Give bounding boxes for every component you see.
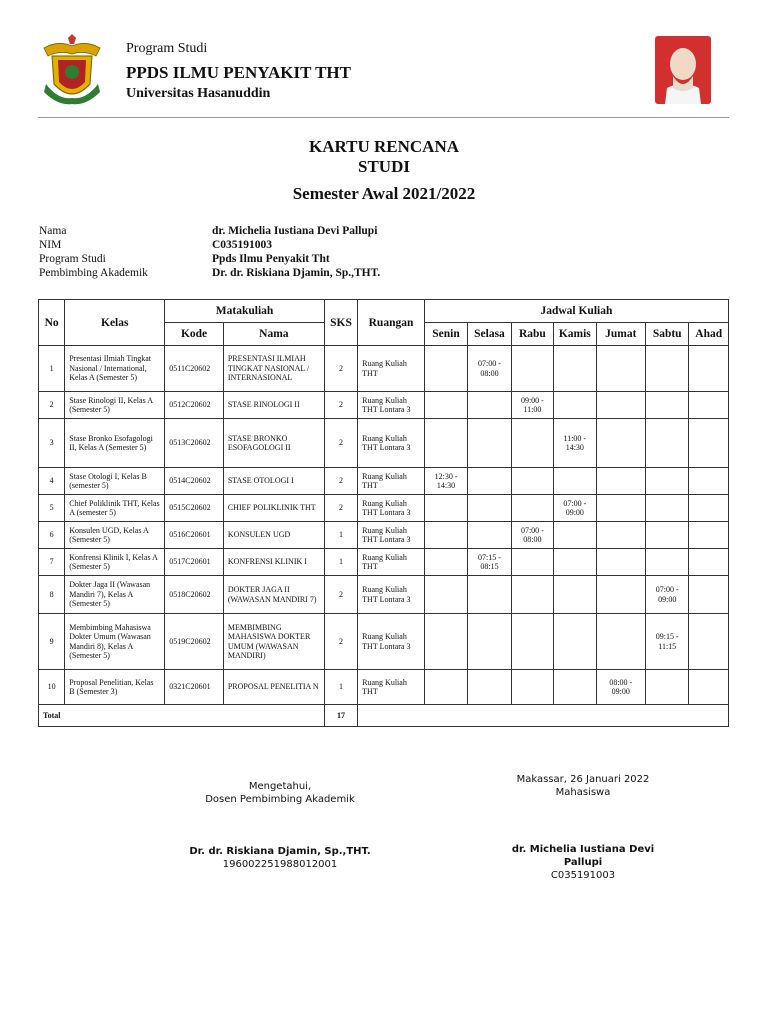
row-kode: 0517C20601 bbox=[165, 549, 224, 576]
schedule-empty bbox=[646, 522, 689, 549]
schedule-empty bbox=[596, 392, 645, 419]
header-kode: Kode bbox=[165, 323, 224, 346]
schedule-empty bbox=[554, 522, 596, 549]
schedule-empty bbox=[689, 576, 729, 614]
row-kelas: Stase Bronko Esofagologi II, Kelas A (Semester 5) bbox=[65, 419, 165, 468]
schedule-empty bbox=[596, 495, 645, 522]
row-kelas: Stase Rinologi II, Kelas A (Semester 5) bbox=[65, 392, 165, 419]
info-label: Program Studi bbox=[39, 253, 106, 265]
schedule-empty bbox=[554, 392, 596, 419]
row-ruangan: Ruang Kuliah THT Lontara 3 bbox=[358, 392, 425, 419]
total-row bbox=[39, 705, 729, 727]
header-day: Selasa bbox=[468, 323, 511, 346]
schedule-empty bbox=[424, 346, 467, 392]
row-ruangan: Ruang Kuliah THT Lontara 3 bbox=[358, 576, 425, 614]
header-day: Sabtu bbox=[646, 323, 689, 346]
study-plan-table bbox=[38, 299, 729, 727]
schedule-time: 09:15 - 11:15 bbox=[646, 614, 689, 670]
row-ruangan: Ruang Kuliah THT bbox=[358, 468, 425, 495]
semester-title: Semester Awal 2021/2022 bbox=[292, 184, 476, 203]
row-no: 4 bbox=[39, 468, 65, 495]
row-sks: 2 bbox=[324, 346, 357, 392]
row-sks: 1 bbox=[324, 670, 357, 705]
student-photo bbox=[655, 36, 711, 104]
row-kelas: Membimbing Mahasiswa Dokter Umum (Wawasan Mandiri 8), Kelas A (Semester 5) bbox=[65, 614, 165, 670]
schedule-empty bbox=[689, 549, 729, 576]
row-nama: PRESENTASI ILMIAH TINGKAT NASIONAL / INTERNASIONAL bbox=[223, 346, 324, 392]
sig-name: Dr. dr. Riskiana Djamin, Sp.,THT. bbox=[189, 846, 371, 857]
row-no: 9 bbox=[39, 614, 65, 670]
row-kode: 0512C20602 bbox=[165, 392, 224, 419]
row-sks: 2 bbox=[324, 495, 357, 522]
row-nama: CHIEF POLIKLINIK THT bbox=[223, 495, 324, 522]
header-day: Kamis bbox=[554, 323, 596, 346]
row-kelas: Chief Poliklinik THT, Kelas A (semester 5) bbox=[65, 495, 165, 522]
info-value: Dr. dr. Riskiana Djamin, Sp.,THT. bbox=[212, 267, 381, 279]
document-title-line2: STUDI bbox=[358, 157, 410, 176]
schedule-empty bbox=[554, 346, 596, 392]
schedule-time: 07:00 - 08:00 bbox=[511, 522, 553, 549]
row-kelas: Konsulen UGD, Kelas A (Semester 5) bbox=[65, 522, 165, 549]
schedule-empty bbox=[511, 346, 553, 392]
schedule-empty bbox=[424, 549, 467, 576]
schedule-empty bbox=[424, 419, 467, 468]
row-ruangan: Ruang Kuliah THT Lontara 3 bbox=[358, 522, 425, 549]
row-sks: 2 bbox=[324, 614, 357, 670]
sig-line1: Makassar, 26 Januari 2022 bbox=[516, 774, 650, 785]
info-label: Pembimbing Akademik bbox=[39, 267, 148, 279]
header-day: Rabu bbox=[511, 323, 553, 346]
schedule-time: 07:00 - 09:00 bbox=[646, 576, 689, 614]
schedule-empty bbox=[689, 392, 729, 419]
schedule-empty bbox=[468, 614, 511, 670]
schedule-empty bbox=[424, 614, 467, 670]
row-kode: 0518C20602 bbox=[165, 576, 224, 614]
schedule-empty bbox=[689, 346, 729, 392]
schedule-empty bbox=[554, 576, 596, 614]
schedule-empty bbox=[646, 670, 689, 705]
row-kode: 0515C20602 bbox=[165, 495, 224, 522]
total-label: Total bbox=[39, 705, 325, 727]
sig-id: C035191003 bbox=[550, 870, 616, 881]
row-nama: DOKTER JAGA II (WAWASAN MANDIRI 7) bbox=[223, 576, 324, 614]
row-sks: 1 bbox=[324, 522, 357, 549]
schedule-empty bbox=[596, 576, 645, 614]
row-nama: KONFRENSI KLINIK I bbox=[223, 549, 324, 576]
row-nama: STASE BRONKO ESOFAGOLOGI II bbox=[223, 419, 324, 468]
schedule-empty bbox=[646, 346, 689, 392]
row-sks: 1 bbox=[324, 549, 357, 576]
schedule-empty bbox=[689, 670, 729, 705]
info-value: Ppds Ilmu Penyakit Tht bbox=[212, 253, 330, 265]
schedule-empty bbox=[468, 576, 511, 614]
header-day: Jumat bbox=[596, 323, 645, 346]
schedule-time: 07:15 - 08:15 bbox=[468, 549, 511, 576]
info-row-advisor bbox=[39, 266, 380, 280]
total-empty bbox=[358, 705, 729, 727]
schedule-empty bbox=[689, 495, 729, 522]
schedule-empty bbox=[511, 614, 553, 670]
row-ruangan: Ruang Kuliah THT bbox=[358, 549, 425, 576]
row-kelas: Dokter Jaga II (Wawasan Mandiri 7), Kelas A (Semester 5) bbox=[65, 576, 165, 614]
total-sks: 17 bbox=[324, 705, 357, 727]
schedule-empty bbox=[689, 614, 729, 670]
schedule-empty bbox=[511, 670, 553, 705]
table-row bbox=[39, 522, 729, 549]
schedule-empty bbox=[689, 522, 729, 549]
schedule-empty bbox=[468, 670, 511, 705]
row-kode: 0513C20602 bbox=[165, 419, 224, 468]
header-ruangan: Ruangan bbox=[358, 300, 425, 346]
schedule-empty bbox=[424, 670, 467, 705]
row-no: 6 bbox=[39, 522, 65, 549]
table-row bbox=[39, 419, 729, 468]
row-sks: 2 bbox=[324, 419, 357, 468]
table-row bbox=[39, 468, 729, 495]
sig-line1: Mengetahui, bbox=[248, 781, 312, 792]
schedule-empty bbox=[468, 419, 511, 468]
schedule-empty bbox=[511, 576, 553, 614]
schedule-empty bbox=[646, 468, 689, 495]
schedule-empty bbox=[689, 419, 729, 468]
schedule-empty bbox=[511, 549, 553, 576]
schedule-time: 08:00 - 09:00 bbox=[596, 670, 645, 705]
row-no: 10 bbox=[39, 670, 65, 705]
program-label: Program Studi bbox=[126, 41, 208, 56]
schedule-empty bbox=[689, 468, 729, 495]
schedule-empty bbox=[596, 522, 645, 549]
row-kelas: Presentasi Ilmiah Tingkat Nasional / International, Kelas A (Semester 5) bbox=[65, 346, 165, 392]
header-nama: Nama bbox=[223, 323, 324, 346]
row-sks: 2 bbox=[324, 576, 357, 614]
info-row-program bbox=[39, 252, 380, 266]
table-row bbox=[39, 670, 729, 705]
info-value: dr. Michelia Iustiana Devi Pallupi bbox=[212, 225, 378, 237]
header-no: No bbox=[39, 300, 65, 346]
signature-advisor bbox=[170, 780, 390, 871]
row-ruangan: Ruang Kuliah THT bbox=[358, 346, 425, 392]
row-no: 5 bbox=[39, 495, 65, 522]
schedule-empty bbox=[646, 549, 689, 576]
row-no: 2 bbox=[39, 392, 65, 419]
info-label: NIM bbox=[39, 239, 62, 251]
schedule-empty bbox=[468, 495, 511, 522]
schedule-time: 12:30 - 14:30 bbox=[424, 468, 467, 495]
schedule-empty bbox=[596, 468, 645, 495]
row-nama: MEMBIMBING MAHASISWA DOKTER UMUM (WAWASAN MANDIRI) bbox=[223, 614, 324, 670]
row-ruangan: Ruang Kuliah THT Lontara 3 bbox=[358, 419, 425, 468]
table-row bbox=[39, 549, 729, 576]
schedule-empty bbox=[424, 522, 467, 549]
sig-id: 196002251988012001 bbox=[222, 859, 338, 870]
row-no: 1 bbox=[39, 346, 65, 392]
schedule-empty bbox=[554, 670, 596, 705]
row-kode: 0321C20601 bbox=[165, 670, 224, 705]
schedule-empty bbox=[511, 419, 553, 468]
row-kelas: Proposal Penelitian, Kelas B (Semester 3) bbox=[65, 670, 165, 705]
schedule-empty bbox=[646, 419, 689, 468]
row-sks: 2 bbox=[324, 468, 357, 495]
header-day: Ahad bbox=[689, 323, 729, 346]
schedule-empty bbox=[554, 614, 596, 670]
header-day: Senin bbox=[424, 323, 467, 346]
schedule-empty bbox=[511, 495, 553, 522]
signature-student bbox=[493, 773, 673, 882]
row-kode: 0516C20601 bbox=[165, 522, 224, 549]
row-kode: 0519C20602 bbox=[165, 614, 224, 670]
program-name: PPDS ILMU PENYAKIT THT bbox=[126, 63, 351, 82]
schedule-empty bbox=[511, 468, 553, 495]
sig-line2: Dosen Pembimbing Akademik bbox=[205, 794, 355, 805]
header-divider bbox=[38, 117, 729, 118]
header-kelas: Kelas bbox=[65, 300, 165, 346]
info-row-name bbox=[39, 224, 380, 238]
schedule-empty bbox=[468, 392, 511, 419]
row-no: 7 bbox=[39, 549, 65, 576]
info-row-nim bbox=[39, 238, 380, 252]
university-logo-icon bbox=[38, 34, 106, 106]
info-label: Nama bbox=[39, 225, 67, 237]
schedule-empty bbox=[596, 419, 645, 468]
schedule-time: 07:00 - 09:00 bbox=[554, 495, 596, 522]
university-name: Universitas Hasanuddin bbox=[126, 86, 271, 101]
schedule-empty bbox=[646, 392, 689, 419]
row-no: 8 bbox=[39, 576, 65, 614]
schedule-empty bbox=[646, 495, 689, 522]
header-matakuliah: Matakuliah bbox=[165, 300, 325, 323]
schedule-empty bbox=[424, 495, 467, 522]
row-nama: STASE OTOLOGI I bbox=[223, 468, 324, 495]
schedule-empty bbox=[554, 468, 596, 495]
table-row bbox=[39, 346, 729, 392]
row-nama: STASE RINOLOGI II bbox=[223, 392, 324, 419]
row-nama: KONSULEN UGD bbox=[223, 522, 324, 549]
row-kode: 0514C20602 bbox=[165, 468, 224, 495]
row-kelas: Konfrensi Klinik I, Kelas A (Semester 5) bbox=[65, 549, 165, 576]
table-row bbox=[39, 495, 729, 522]
sig-line2: Mahasiswa bbox=[555, 787, 611, 798]
info-value: C035191003 bbox=[212, 239, 273, 251]
table-row bbox=[39, 392, 729, 419]
row-kelas: Stase Otologi I, Kelas B (semester 5) bbox=[65, 468, 165, 495]
sig-name: dr. Michelia Iustiana Devi Pallupi bbox=[511, 844, 655, 868]
schedule-empty bbox=[596, 346, 645, 392]
schedule-time: 09:00 - 11:00 bbox=[511, 392, 553, 419]
row-ruangan: Ruang Kuliah THT bbox=[358, 670, 425, 705]
schedule-empty bbox=[468, 468, 511, 495]
row-kode: 0511C20602 bbox=[165, 346, 224, 392]
schedule-empty bbox=[424, 392, 467, 419]
row-ruangan: Ruang Kuliah THT Lontara 3 bbox=[358, 614, 425, 670]
table-row bbox=[39, 576, 729, 614]
header-jadwal: Jadwal Kuliah bbox=[424, 300, 728, 323]
row-nama: PROPOSAL PENELITIA N bbox=[223, 670, 324, 705]
schedule-empty bbox=[554, 549, 596, 576]
header-sks: SKS bbox=[324, 300, 357, 346]
schedule-empty bbox=[596, 614, 645, 670]
table-row bbox=[39, 614, 729, 670]
row-ruangan: Ruang Kuliah THT Lontara 3 bbox=[358, 495, 425, 522]
schedule-time: 07:00 - 08:00 bbox=[468, 346, 511, 392]
schedule-empty bbox=[424, 576, 467, 614]
schedule-empty bbox=[596, 549, 645, 576]
schedule-empty bbox=[468, 522, 511, 549]
student-info bbox=[39, 224, 380, 280]
schedule-time: 11:00 - 14:30 bbox=[554, 419, 596, 468]
document-title: KARTU RENCANA bbox=[308, 137, 460, 156]
row-no: 3 bbox=[39, 419, 65, 468]
row-sks: 2 bbox=[324, 392, 357, 419]
